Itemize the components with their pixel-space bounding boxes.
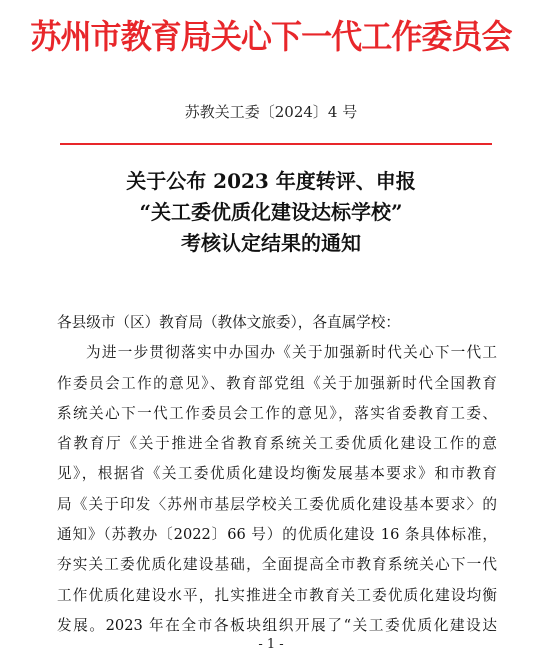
body-line: 作委员会工作的意见》、教育部党组《关于加强新时代全国教育 <box>57 374 497 392</box>
body-line: 通知》（苏教办〔2022〕66 号）的优质化建设 16 条具体标准， <box>57 526 497 544</box>
title-line-1: 关于公布 2023 年度转评、申报 <box>126 169 416 193</box>
body-line: 工作优质化建设水平，扎实推进全市教育关工委优质化建设均衡 <box>57 586 497 604</box>
body-line: 局《关于印发〈苏州市基层学校关工委优质化建设基本要求〉的 <box>57 495 497 513</box>
document-number: 苏教关工委〔2024〕4 号 <box>184 103 358 121</box>
page-number: - 1 - <box>258 637 284 652</box>
document-body <box>57 308 497 641</box>
salutation: 各县级市（区）教育局（教体文旅委），各直属学校： <box>57 314 400 331</box>
body-line: 为进一步贯彻落实中办国办《关于加强新时代关心下一代工 <box>86 344 497 362</box>
body-line: 省教育厅《关于推进全省教育系统关工委优质化建设工作的意 <box>57 435 497 453</box>
red-divider-rule <box>60 143 492 145</box>
body-paragraph <box>57 338 497 641</box>
body-line: 发展。2023 年在全市各板块组织开展了“关工委优质化建设达 <box>57 616 497 634</box>
issuing-organization-masthead: 苏州市教育局关心下一代工作委员会 <box>30 17 512 56</box>
title-line-3: 考核认定结果的通知 <box>181 231 361 255</box>
title-line-2: “关工委优质化建设达标学校” <box>139 200 403 224</box>
document-title <box>0 166 542 259</box>
body-line: 见》，根据省《关工委优质化建设均衡发展基本要求》和市教育 <box>57 465 497 483</box>
body-line: 系统关心下一代工作委员会工作的意见》，落实省委教育工委、 <box>57 404 497 422</box>
body-line: 夯实关工委优质化建设基础，全面提高全市教育系统关心下一代 <box>57 556 497 574</box>
